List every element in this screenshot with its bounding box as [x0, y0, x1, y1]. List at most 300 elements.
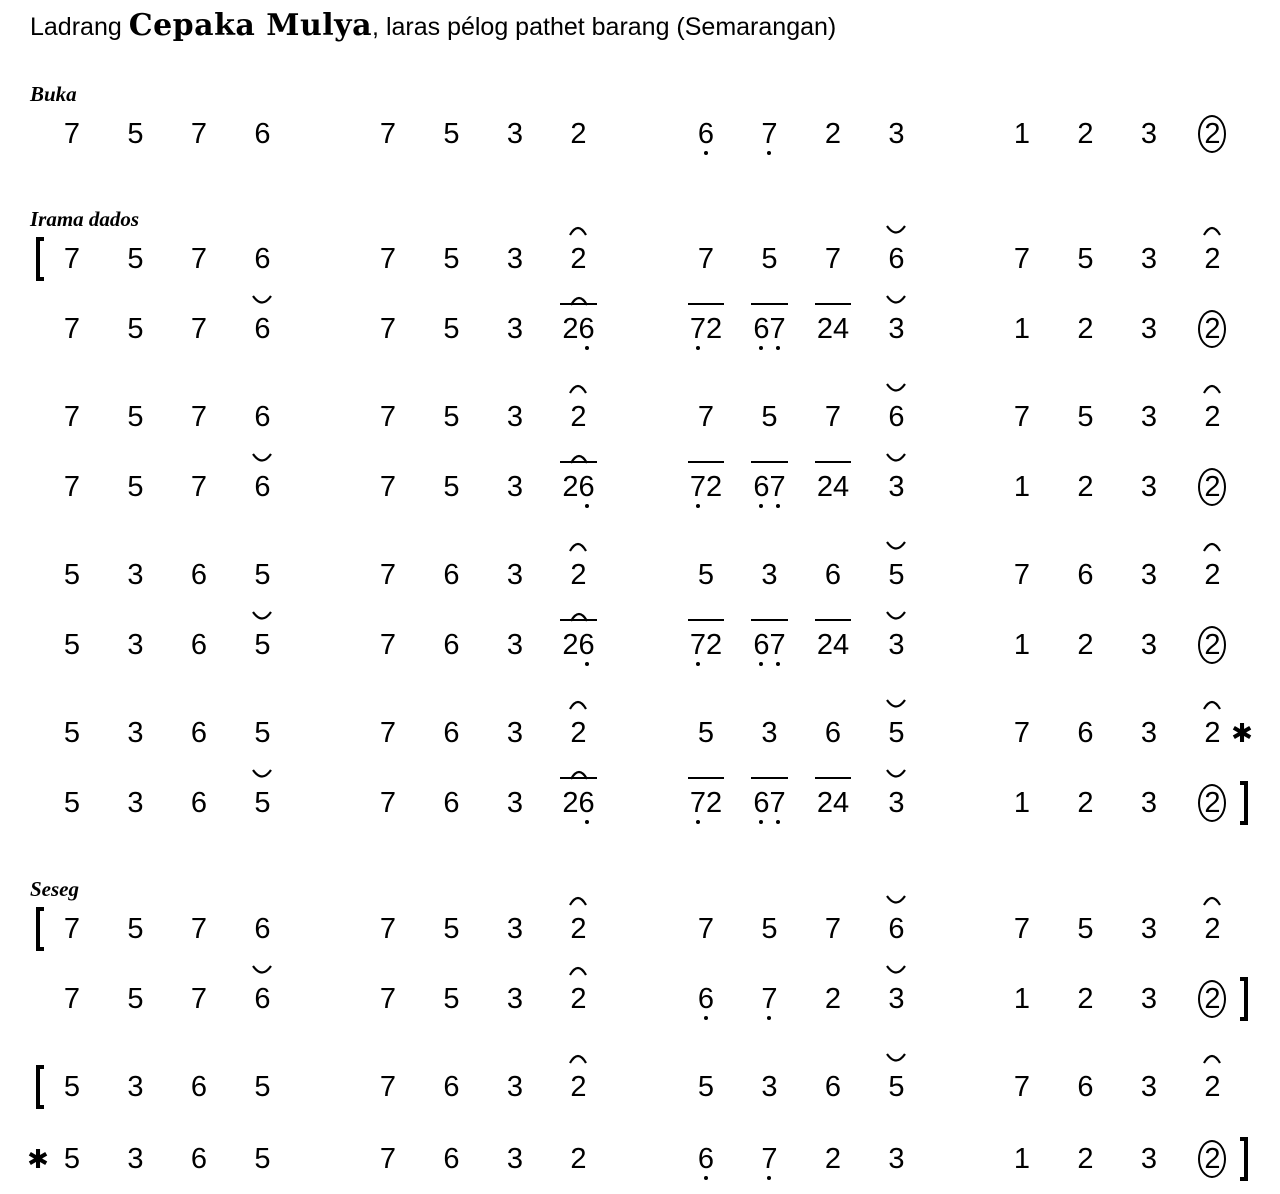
- note-digit: 5: [63, 1143, 81, 1175]
- note-digit: 7: [1013, 1071, 1031, 1103]
- note-digit: 2: [1204, 313, 1221, 345]
- note-cell: [164, 461, 234, 513]
- low-octave-dot: [585, 662, 589, 666]
- note-digit: 7: [379, 1071, 397, 1103]
- note-pair: [562, 312, 594, 346]
- note-group: [127, 470, 143, 504]
- note-digit: 3: [761, 1071, 778, 1103]
- section-label: Irama dados: [30, 207, 140, 231]
- note-digit: 2: [562, 313, 579, 345]
- note-cell: [480, 461, 550, 513]
- note-digit: 2: [816, 471, 833, 503]
- low-octave-dot: [704, 1016, 708, 1020]
- note-digit: 7: [697, 913, 715, 945]
- note-group: [1077, 312, 1093, 346]
- beat-division-line: [688, 777, 724, 779]
- note-group: [380, 400, 396, 434]
- low-octave-dot: [585, 820, 589, 824]
- note-digit: 5: [63, 787, 81, 819]
- note-digit: 6: [190, 787, 208, 819]
- note-cell: [480, 1133, 550, 1185]
- note-digit: 3: [761, 717, 778, 749]
- low-octave-dot: [759, 820, 763, 824]
- note-cell: [735, 303, 805, 355]
- note-group: [1141, 912, 1157, 946]
- note-cell: [987, 619, 1057, 671]
- note-group: [1077, 982, 1093, 1016]
- note-group: [443, 1070, 459, 1104]
- note-digit: 2: [562, 787, 579, 819]
- note-digit: 6: [254, 471, 271, 503]
- gong-circle: [1198, 310, 1226, 348]
- low-octave-dot: [696, 820, 700, 824]
- note-cell: [37, 461, 107, 513]
- note-digit: 3: [1140, 983, 1158, 1015]
- note-cell: [862, 549, 932, 601]
- note-digit: 5: [127, 118, 144, 150]
- note-cell: [164, 1133, 234, 1185]
- beat-division-line: [815, 461, 851, 463]
- note-digit: 3: [888, 983, 905, 1015]
- note-group: [761, 1142, 777, 1176]
- note-digit: 6: [753, 786, 769, 820]
- kempul-mark-icon: [885, 451, 907, 465]
- note-cell: [735, 108, 805, 160]
- note-digit: 7: [190, 983, 208, 1015]
- note-digit: 6: [254, 313, 271, 345]
- note-cell: [353, 303, 423, 355]
- note-digit: 6: [443, 717, 460, 749]
- note-cell: [1114, 391, 1184, 443]
- note-group: [825, 716, 841, 750]
- note-group: [1014, 312, 1030, 346]
- note-cell: [1178, 461, 1248, 513]
- note-digit: 6: [698, 1142, 714, 1176]
- note-cell: [1051, 619, 1121, 671]
- note-cell: [671, 973, 741, 1025]
- note-group: [1204, 558, 1220, 592]
- note-pair: [562, 628, 594, 662]
- note-cell: [417, 1061, 487, 1113]
- note-cell: [37, 549, 107, 601]
- note-digit: 5: [761, 401, 778, 433]
- note-digit: 6: [698, 982, 714, 1016]
- kempul-mark-icon: [251, 451, 273, 465]
- kenong-mark-icon: [1201, 223, 1223, 237]
- note-digit: 7: [379, 787, 397, 819]
- note-group: [1141, 716, 1157, 750]
- note-cell: [1051, 903, 1121, 955]
- note-digit: 2: [1077, 629, 1094, 661]
- note-group: [888, 628, 904, 662]
- note-digit: 5: [1077, 243, 1094, 275]
- note-group: [888, 716, 904, 750]
- note-group: [127, 912, 143, 946]
- note-pair: [753, 786, 785, 820]
- note-digit: 2: [570, 559, 587, 591]
- note-cell: [228, 777, 298, 829]
- star-marker-icon: ✱: [27, 1144, 49, 1174]
- note-digit: 4: [833, 313, 850, 345]
- note-group: [1077, 786, 1093, 820]
- note-group: [761, 912, 777, 946]
- note-cell: [1114, 549, 1184, 601]
- note-digit: 7: [63, 401, 81, 433]
- note-cell: [671, 391, 741, 443]
- note-cell: [1051, 777, 1121, 829]
- kenong-mark-icon: [567, 539, 589, 553]
- kenong-mark-icon: [1201, 381, 1223, 395]
- note-cell: [1051, 303, 1121, 355]
- note-cell: [228, 1133, 298, 1185]
- kempul-mark-icon: [885, 697, 907, 711]
- note-digit: 7: [1013, 243, 1031, 275]
- note-group: [191, 982, 207, 1016]
- note-digit: 6: [190, 717, 208, 749]
- note-group: [254, 716, 270, 750]
- note-group: [761, 242, 777, 276]
- note-cell: [544, 303, 614, 355]
- note-group: [254, 628, 270, 662]
- kempul-mark-icon: [885, 381, 907, 395]
- note-group: [127, 716, 143, 750]
- note-cell: [228, 973, 298, 1025]
- note-pair: [817, 786, 849, 820]
- note-group: [507, 982, 523, 1016]
- note-group: [443, 400, 459, 434]
- note-digit: 3: [506, 983, 524, 1015]
- note-group: [127, 400, 143, 434]
- note-group: [507, 242, 523, 276]
- note-digit: 4: [833, 629, 850, 661]
- note-cell: [735, 1133, 805, 1185]
- note-cell: [480, 108, 550, 160]
- note-cell: [798, 549, 868, 601]
- note-digit: 6: [579, 470, 595, 504]
- note-digit: 7: [190, 243, 208, 275]
- note-group: [1204, 400, 1220, 434]
- note-digit: 5: [1077, 913, 1094, 945]
- note-cell: [353, 973, 423, 1025]
- note-group: [888, 242, 904, 276]
- low-octave-dot: [767, 1176, 771, 1180]
- note-cell: [480, 391, 550, 443]
- note-digit: 3: [506, 629, 524, 661]
- note-cell: [735, 1061, 805, 1113]
- note-cell: [987, 1133, 1057, 1185]
- note-digit: 7: [63, 243, 81, 275]
- note-digit: 3: [506, 471, 524, 503]
- note-group: [825, 1070, 841, 1104]
- note-group: [127, 242, 143, 276]
- note-cell: [1178, 777, 1248, 829]
- note-cell: [544, 461, 614, 513]
- note-digit: 7: [63, 471, 81, 503]
- note-cell: [1114, 1061, 1184, 1113]
- note-group: [1077, 470, 1093, 504]
- low-octave-dot: [776, 820, 780, 824]
- note-digit: 5: [127, 313, 144, 345]
- note-cell: [798, 303, 868, 355]
- note-cell: [353, 391, 423, 443]
- note-digit: 5: [443, 983, 460, 1015]
- note-digit: 3: [1140, 1143, 1158, 1175]
- note-cell: [544, 108, 614, 160]
- note-digit: 6: [824, 717, 842, 749]
- note-digit: 7: [1013, 401, 1031, 433]
- note-digit: 7: [63, 118, 81, 150]
- note-group: [570, 117, 586, 151]
- note-digit: 5: [697, 717, 715, 749]
- note-cell: [798, 1133, 868, 1185]
- note-group: [64, 912, 80, 946]
- note-cell: [353, 1133, 423, 1185]
- note-group: [698, 982, 714, 1016]
- note-digit: 5: [443, 401, 460, 433]
- kenong-mark-icon: [1201, 893, 1223, 907]
- note-cell: [1051, 461, 1121, 513]
- note-group: [1014, 558, 1030, 592]
- note-digit: 5: [443, 118, 460, 150]
- note-group: [761, 558, 777, 592]
- low-octave-dot: [704, 1176, 708, 1180]
- note-digit: 2: [562, 471, 579, 503]
- note-cell: [987, 903, 1057, 955]
- note-cell: [798, 391, 868, 443]
- note-group: [191, 1142, 207, 1176]
- note-cell: [671, 619, 741, 671]
- note-digit: 6: [753, 312, 769, 346]
- note-digit: 3: [1140, 559, 1158, 591]
- note-digit: 4: [833, 787, 850, 819]
- note-group: [64, 628, 80, 662]
- note-cell: [417, 108, 487, 160]
- note-cell: [987, 303, 1057, 355]
- note-group: [888, 400, 904, 434]
- note-digit: 2: [706, 629, 723, 661]
- note-digit: 5: [127, 913, 144, 945]
- note-cell: [862, 903, 932, 955]
- repeat-close-bracket: [1240, 1137, 1248, 1181]
- note-group: [1014, 1142, 1030, 1176]
- note-cell: [862, 619, 932, 671]
- note-cell: [417, 549, 487, 601]
- note-digit: 5: [127, 401, 144, 433]
- note-cell: [1178, 1061, 1248, 1113]
- low-octave-dot: [776, 346, 780, 350]
- note-digit: 6: [190, 559, 208, 591]
- kenong-mark-icon: [567, 1051, 589, 1065]
- note-pair: [562, 786, 594, 820]
- note-cell: [228, 461, 298, 513]
- note-group: [1204, 786, 1220, 820]
- note-digit: 2: [1204, 243, 1221, 275]
- note-cell: [862, 1061, 932, 1113]
- note-group: [507, 786, 523, 820]
- note-cell: [37, 619, 107, 671]
- note-digit: 3: [506, 717, 524, 749]
- note-group: [380, 786, 396, 820]
- note-digit: 6: [888, 913, 905, 945]
- note-group: [380, 242, 396, 276]
- note-group: [127, 1142, 143, 1176]
- note-digit: 7: [824, 401, 842, 433]
- note-group: [254, 1070, 270, 1104]
- note-digit: 6: [698, 117, 714, 151]
- note-group: [380, 312, 396, 346]
- note-group: [1204, 628, 1220, 662]
- note-cell: [101, 303, 171, 355]
- note-cell: [671, 777, 741, 829]
- note-digit: 7: [379, 243, 397, 275]
- note-cell: [1051, 233, 1121, 285]
- note-group: [191, 1070, 207, 1104]
- note-cell: [37, 391, 107, 443]
- kempul-mark-icon: [885, 293, 907, 307]
- note-digit: 6: [190, 1143, 208, 1175]
- note-group: [443, 1142, 459, 1176]
- note-digit: 5: [443, 313, 460, 345]
- beat-division-line: [688, 303, 724, 305]
- note-digit: 2: [1077, 313, 1094, 345]
- note-digit: 2: [1204, 983, 1221, 1015]
- note-group: [380, 117, 396, 151]
- note-group: [380, 1070, 396, 1104]
- note-digit: 2: [570, 401, 587, 433]
- note-group: [64, 786, 80, 820]
- note-cell: [37, 903, 107, 955]
- note-cell: [798, 108, 868, 160]
- note-cell: [353, 619, 423, 671]
- note-digit: 5: [443, 913, 460, 945]
- note-group: [443, 786, 459, 820]
- note-group: [191, 716, 207, 750]
- note-cell: [1178, 549, 1248, 601]
- note-group: [1204, 117, 1220, 151]
- note-digit: 7: [690, 312, 706, 346]
- low-octave-dot: [759, 504, 763, 508]
- note-digit: 7: [379, 118, 397, 150]
- note-group: [570, 1070, 586, 1104]
- note-digit: 1: [1013, 118, 1031, 150]
- kenong-mark-icon: [567, 893, 589, 907]
- note-digit: 3: [506, 401, 524, 433]
- note-group: [380, 912, 396, 946]
- note-group: [380, 982, 396, 1016]
- note-group: [443, 117, 459, 151]
- note-digit: 6: [254, 401, 271, 433]
- note-group: [254, 1142, 270, 1176]
- note-group: [570, 242, 586, 276]
- note-cell: [1051, 549, 1121, 601]
- note-group: [443, 912, 459, 946]
- note-group: [1204, 1142, 1220, 1176]
- note-digit: 6: [888, 401, 905, 433]
- note-cell: [164, 391, 234, 443]
- note-cell: [798, 1061, 868, 1113]
- note-group: [127, 312, 143, 346]
- note-digit: 3: [888, 787, 905, 819]
- note-group: [254, 470, 270, 504]
- note-group: [570, 400, 586, 434]
- note-group: [1141, 786, 1157, 820]
- note-cell: [1114, 108, 1184, 160]
- note-digit: 7: [824, 243, 842, 275]
- note-group: [1077, 242, 1093, 276]
- note-digit: 3: [127, 1143, 144, 1175]
- repeat-open-bracket: [36, 907, 44, 951]
- note-group: [698, 1142, 714, 1176]
- note-group: [443, 312, 459, 346]
- gong-circle: [1198, 626, 1226, 664]
- note-group: [1141, 400, 1157, 434]
- note-digit: 5: [443, 471, 460, 503]
- note-cell: [987, 973, 1057, 1025]
- note-digit: 2: [816, 787, 833, 819]
- note-group: [64, 982, 80, 1016]
- note-cell: [1178, 233, 1248, 285]
- note-group: [1077, 400, 1093, 434]
- note-digit: 3: [1140, 243, 1158, 275]
- note-digit: 6: [443, 629, 460, 661]
- note-digit: 3: [1140, 717, 1158, 749]
- note-group: [1141, 117, 1157, 151]
- note-digit: 2: [1204, 913, 1221, 945]
- note-cell: [862, 391, 932, 443]
- note-cell: [798, 461, 868, 513]
- note-group: [191, 786, 207, 820]
- note-cell: [1178, 1133, 1248, 1185]
- note-cell: [798, 707, 868, 759]
- note-group: [888, 558, 904, 592]
- kempul-mark-icon: [885, 539, 907, 553]
- note-group: [1014, 628, 1030, 662]
- note-cell: [735, 707, 805, 759]
- note-digit: 5: [63, 1071, 81, 1103]
- note-cell: [1114, 461, 1184, 513]
- note-group: [380, 716, 396, 750]
- note-group: [64, 312, 80, 346]
- note-cell: [671, 1061, 741, 1113]
- note-group: [507, 912, 523, 946]
- note-digit: 7: [697, 401, 715, 433]
- note-digit: 3: [127, 787, 144, 819]
- note-digit: 5: [254, 629, 271, 661]
- note-cell: [417, 903, 487, 955]
- note-group: [443, 242, 459, 276]
- note-group: [1077, 1070, 1093, 1104]
- note-group: [825, 117, 841, 151]
- low-octave-dot: [696, 662, 700, 666]
- note-digit: 7: [770, 470, 786, 504]
- note-digit: 3: [1140, 118, 1158, 150]
- note-cell: [228, 391, 298, 443]
- note-digit: 7: [63, 313, 81, 345]
- kempul-mark-icon: [885, 767, 907, 781]
- note-cell: [1178, 303, 1248, 355]
- note-digit: 7: [379, 401, 397, 433]
- note-group: [698, 716, 714, 750]
- note-cell: [480, 1061, 550, 1113]
- note-cell: [480, 233, 550, 285]
- note-digit: 3: [1140, 1071, 1158, 1103]
- note-pair: [753, 470, 785, 504]
- note-cell: [735, 619, 805, 671]
- note-group: [888, 117, 904, 151]
- kenong-mark-icon: [567, 223, 589, 237]
- note-group: [1014, 982, 1030, 1016]
- note-digit: 6: [579, 312, 595, 346]
